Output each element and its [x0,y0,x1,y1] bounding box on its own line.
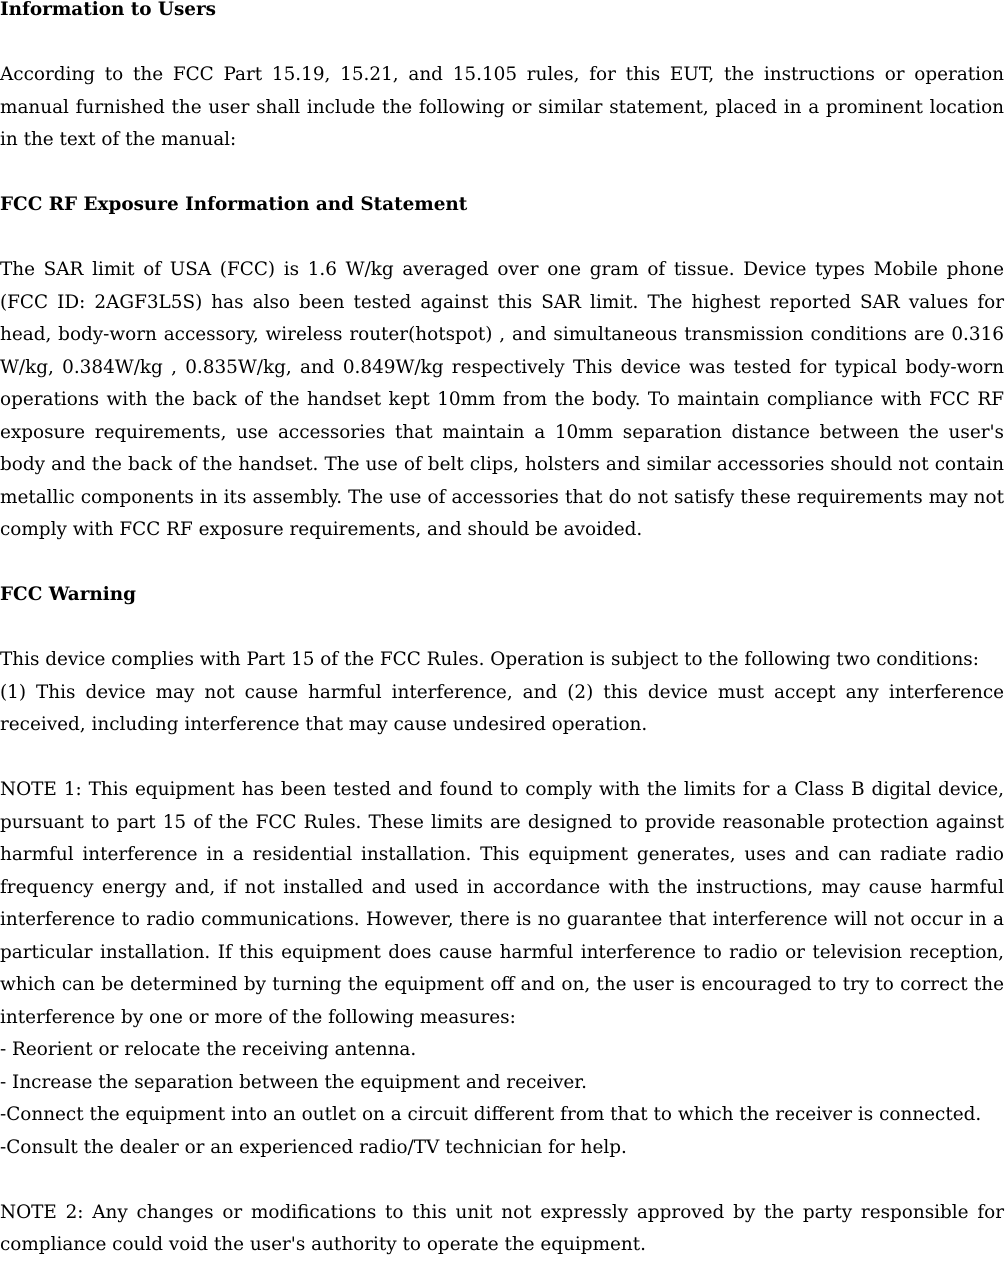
list-item: - Reorient or relocate the receiving antenna. [0,1039,417,1060]
rf-exposure-paragraph: The SAR limit of USA (FCC) is 1.6 W/kg averaged over one gram of tissue. Device types Mobile phone (FCC ID: 2AGF3L5S) has also been tested against this SAR limit. The highest reported SAR values for head, body-worn accessory, wireless router(hotspot) , and simultaneous transmission conditions are 0.316 W/kg, 0.384W/kg , 0.835W/kg, and 0.849W/kg respectively This device was tested for typical body-worn operations with the back of the handset kept 10mm from the body. To maintain compliance with FCC RF exposure requirements, use accessories that maintain a 10mm separation distance between the user's body and the back of the handset. The use of belt clips, holsters and similar accessories should not contain metallic components in its assembly. The use of accessories that do not satisfy these requirements may not comply with FCC RF exposure requirements, and should be avoided. [0,259,1004,540]
note-2-paragraph: NOTE 2: Any changes or modifications to this unit not expressly approved by the party responsible for compliance could void the user's authority to operate the equipment. [0,1201,1004,1255]
list-item: -Connect the equipment into an outlet on a circuit different from that to which the receiver is connected. [0,1104,982,1125]
fcc-warning-line-1: This device complies with Part 15 of the FCC Rules. Operation is subject to the following two conditions: [0,649,979,670]
fcc-warning-heading: FCC Warning [0,584,136,605]
fcc-warning-line-2: (1) This device may not cause harmful interference, and (2) this device must accept any interference received, including interference that may cause undesired operation. [0,681,1004,735]
list-item: -Consult the dealer or an experienced radio/TV technician for help. [0,1136,627,1158]
measures-list [0,1034,1004,1164]
info-heading: Information to Users [0,0,217,20]
note-1-paragraph: NOTE 1: This equipment has been tested and found to comply with the limits for a Class B digital device, pursuant to part 15 of the FCC Rules. These limits are designed to provide reasonable protection against harmful interference in a residential installation. This equipment generates, uses and can radiate radio frequency energy and, if not installed and used in accordance with the instructions, may cause harmful interference to radio communications. However, there is no guarantee that interference will not occur in a particular installation. If this equipment does cause harmful interference to radio or television reception, which can be determined by turning the equipment off and on, the user is encouraged to try to correct the interference by one or more of the following measures: [0,779,1004,1028]
list-item: - Increase the separation between the equipment and receiver. [0,1071,587,1093]
info-paragraph: According to the FCC Part 15.19, 15.21, and 15.105 rules, for this EUT, the instructions or operation manual furnished the user shall include the following or similar statement, placed in a prominent location in the text of the manual: [0,64,1004,150]
rf-exposure-heading: FCC RF Exposure Information and Statement [0,194,468,215]
